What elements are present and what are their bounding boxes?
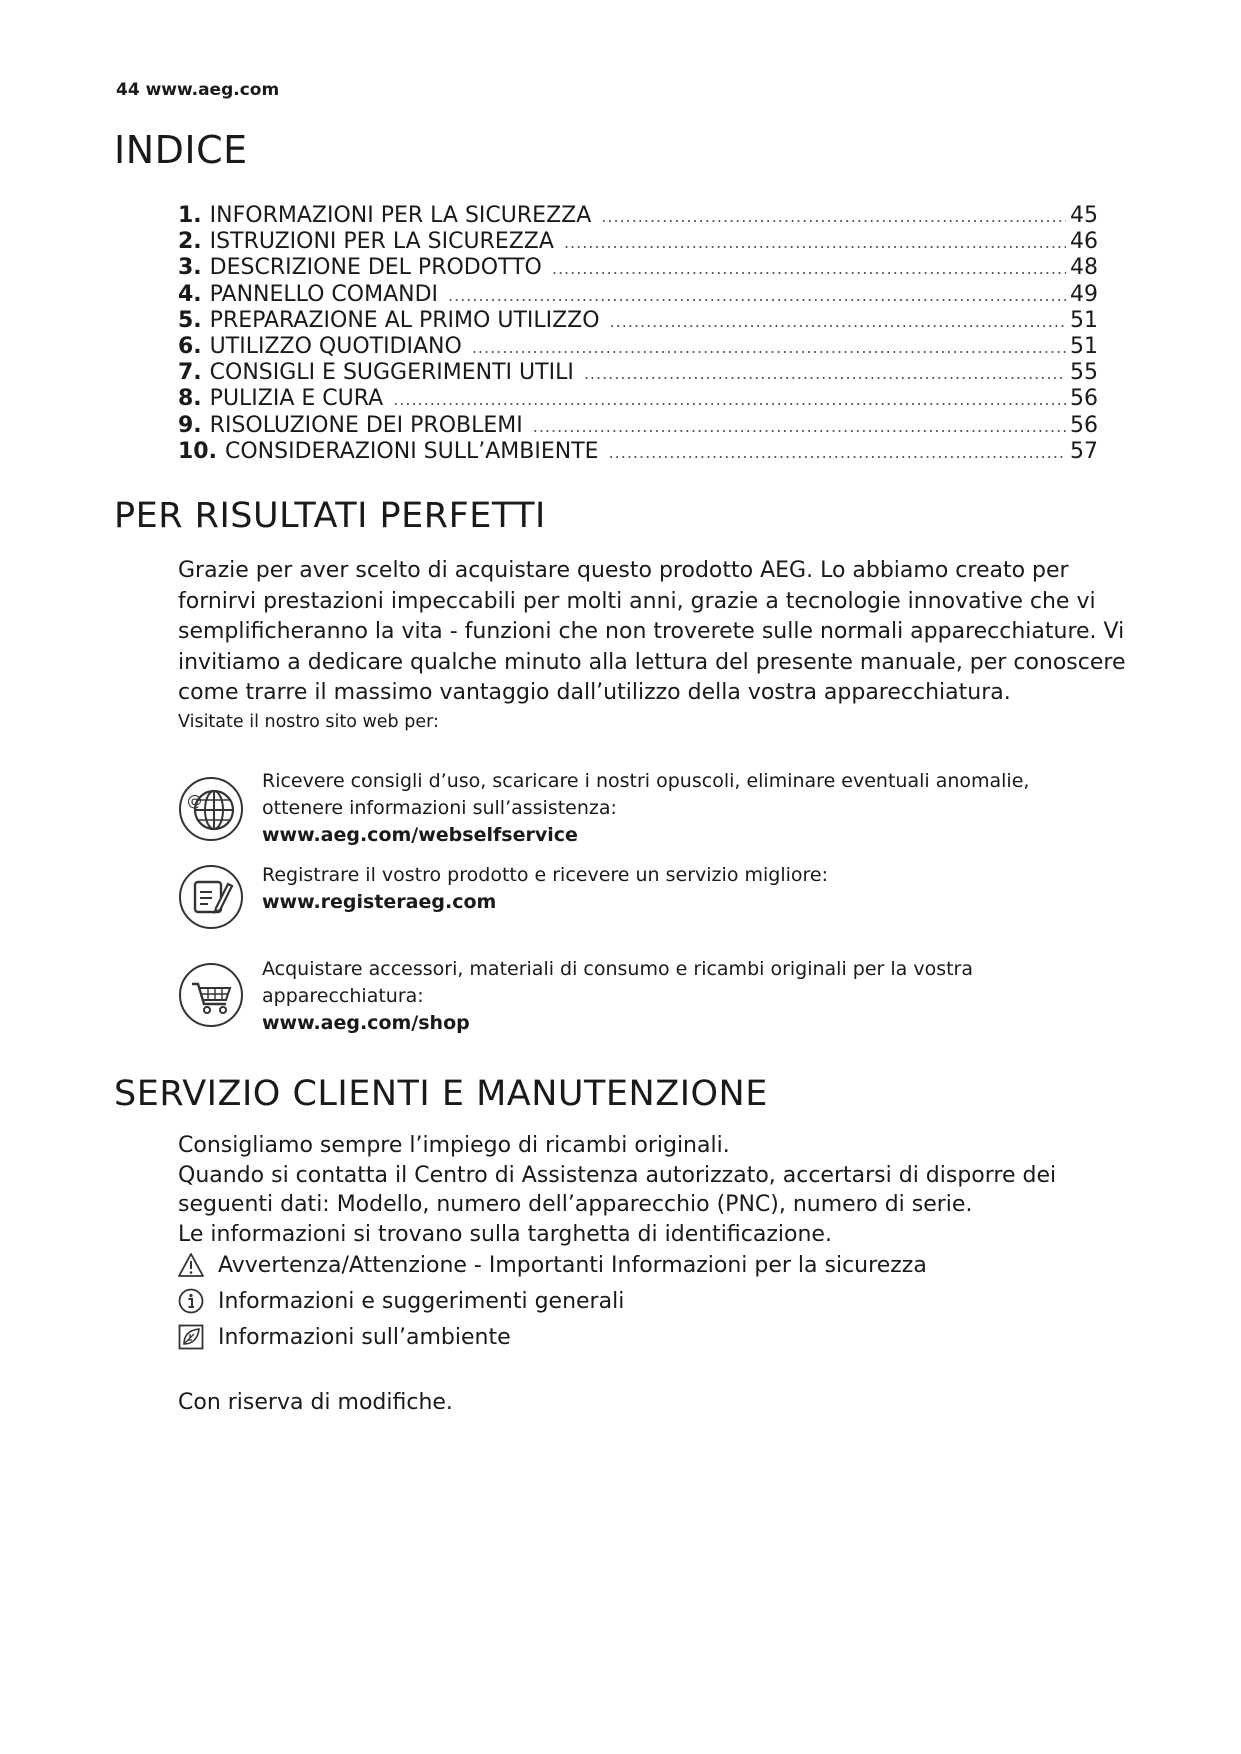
legend-text: Avvertenza/Attenzione - Importanti Informazioni per la sicurezza [218,1252,927,1278]
legend-text: Informazioni sull’ambiente [218,1324,511,1350]
intro-paragraph: Grazie per aver scelto di acquistare questo prodotto AEG. Lo abbiamo creato per fornirvi prestazioni impeccabili per molti anni, grazie a tecnologie innovative che vi semplificheranno la vita - funzioni che non troverete sulle normali apparecchiature. Vi invitiamo a dedicare qualche minuto alla lettura del presente manuale, per conoscere come trarre il massimo vantaggio dall’utilizzo della vostra apparecchiatura. [178,558,1126,705]
toc-title: RISOLUZIONE DEI PROBLEMI [209,412,523,438]
toc-page: 46 [1070,229,1098,255]
service-title: SERVIZIO CLIENTI E MANUTENZIONE [114,1074,768,1114]
toc-leader [601,207,1066,226]
toc-title: PANNELLO COMANDI [209,281,439,307]
toc-page: 51 [1070,307,1098,333]
cart-icon [178,962,244,1028]
toc-page: 55 [1070,360,1098,386]
toc-leader [393,390,1066,409]
toc-leader [564,233,1066,252]
web-item-link[interactable]: www.registeraeg.com [262,891,497,913]
toc-leader [552,259,1066,278]
toc-number: 4. [178,281,202,307]
toc-number: 6. [178,333,202,359]
web-item-text: Acquistare accessori, materiali di consumo e ricambi originali per la vostra apparecchiatura: [262,958,974,1007]
toc-leader [448,286,1066,305]
toc-row[interactable] [178,282,1098,308]
toc-page: 57 [1070,438,1098,464]
toc-row[interactable] [178,386,1098,412]
toc-title: UTILIZZO QUOTIDIANO [209,333,462,359]
legend-text: Informazioni e suggerimenti generali [218,1288,625,1314]
svg-text:@: @ [187,792,202,810]
toc-page: 56 [1070,412,1098,438]
site-url[interactable]: www.aeg.com [145,80,280,100]
web-item-link[interactable]: www.aeg.com/webselfservice [262,824,578,846]
toc-title: CONSIDERAZIONI SULL’AMBIENTE [224,438,599,464]
toc-page: 48 [1070,255,1098,281]
register-icon [178,864,244,930]
toc-number: 8. [178,386,202,412]
toc-leader [533,417,1066,436]
table-of-contents [178,203,1098,465]
toc-title: ISTRUZIONI PER LA SICUREZZA [209,229,554,255]
toc-number: 5. [178,307,202,333]
toc-title: INFORMAZIONI PER LA SICUREZZA [209,203,592,228]
environment-icon [178,1324,204,1350]
toc-leader [472,338,1066,357]
web-item-text: Registrare il vostro prodotto e ricevere un servizio migliore: [262,864,828,886]
toc-title: PULIZIA E CURA [209,386,384,412]
toc-number: 7. [178,360,202,386]
service-line: Quando si contatta il Centro di Assistenza autorizzato, accertarsi di disporre dei seguenti dati: Modello, numero dell’apparecchio (PNC), numero di serie. [178,1162,1057,1217]
toc-row[interactable] [178,308,1098,334]
results-title: PER RISULTATI PERFETTI [114,496,546,536]
toc-row[interactable] [178,360,1098,386]
toc-row[interactable] [178,229,1098,255]
toc-page: 45 [1070,203,1098,228]
visit-text: Visitate il nostro sito web per: [178,712,439,732]
index-title: INDICE [114,128,248,172]
toc-title: PREPARAZIONE AL PRIMO UTILIZZO [209,307,600,333]
service-line: Consigliamo sempre l’impiego di ricambi originali. [178,1133,730,1158]
closing-note: Con riserva di modifiche. [178,1390,453,1415]
toc-title: DESCRIZIONE DEL PRODOTTO [209,255,542,281]
toc-number: 1. [178,203,202,228]
legend-environment [178,1324,1078,1350]
toc-row[interactable] [178,413,1098,439]
toc-row[interactable] [178,255,1098,281]
web-item-text: Ricevere consigli d’uso, scaricare i nostri opuscoli, eliminare eventuali anomalie, ottenere informazioni sull’assistenza: [262,770,1030,819]
toc-number: 9. [178,412,202,438]
service-text [178,1131,1138,1249]
page-number: 44 [116,80,140,100]
toc-number: 10. [178,438,217,464]
toc-number: 2. [178,229,202,255]
web-item-link[interactable]: www.aeg.com/shop [262,1012,470,1034]
toc-row[interactable] [178,334,1098,360]
toc-leader [610,312,1066,331]
globe-icon [178,776,244,842]
toc-row[interactable] [178,439,1098,465]
toc-leader [584,364,1066,383]
toc-title: CONSIGLI E SUGGERIMENTI UTILI [209,360,574,386]
page-header [116,80,279,100]
toc-page: 51 [1070,333,1098,359]
toc-number: 3. [178,255,202,281]
legend-info [178,1288,1078,1314]
warning-icon [178,1252,204,1278]
legend-warning [178,1252,1078,1278]
service-line: Le informazioni si trovano sulla targhetta di identificazione. [178,1221,832,1247]
toc-page: 49 [1070,281,1098,307]
toc-leader [609,443,1066,462]
info-icon [178,1288,204,1314]
toc-row[interactable] [178,203,1098,229]
toc-page: 56 [1070,386,1098,412]
